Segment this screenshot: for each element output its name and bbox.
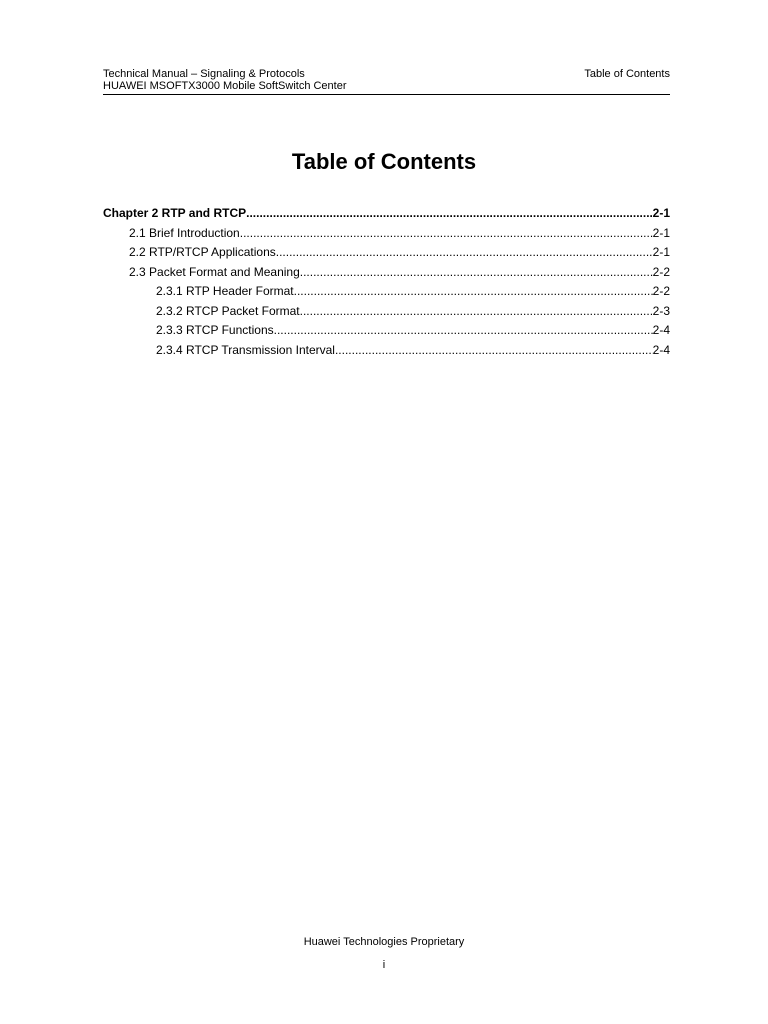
toc-entry-page: 2-2 (652, 284, 670, 298)
toc-entry-label: 2.3.2 RTCP Packet Format (156, 303, 300, 318)
toc-entry-chapter-2[interactable] (103, 204, 670, 224)
toc-entry-label: Chapter 2 RTP and RTCP (103, 206, 247, 220)
toc-entry-label: 2.3 Packet Format and Meaning (129, 264, 300, 279)
toc-entry-2-3-2[interactable] (103, 302, 670, 322)
toc-entry-page: 2-4 (652, 323, 670, 337)
footer-page-number: i (382, 959, 386, 971)
footer-proprietary-notice: Huawei Technologies Proprietary (303, 936, 465, 948)
header-section-name: Table of Contents (584, 68, 670, 80)
toc-entry-2-2[interactable] (103, 243, 670, 263)
table-of-contents (103, 204, 670, 360)
toc-entry-page: 2-2 (652, 264, 670, 279)
toc-entry-2-3-3[interactable] (103, 321, 670, 341)
toc-entry-page: 2-1 (652, 225, 670, 240)
toc-dot-leader (274, 321, 653, 341)
toc-entry-label: 2.3.3 RTCP Functions (156, 323, 274, 337)
toc-dot-leader (300, 302, 653, 322)
toc-dot-leader (276, 243, 653, 263)
toc-dot-leader (300, 263, 653, 283)
toc-entry-page: 2-1 (652, 206, 670, 220)
toc-dot-leader (240, 224, 653, 244)
toc-dot-leader (294, 282, 653, 302)
toc-dot-leader (246, 204, 653, 224)
toc-entry-page: 2-3 (652, 303, 670, 318)
page-title: Table of Contents (291, 149, 477, 174)
toc-entry-label: 2.3.1 RTP Header Format (156, 284, 294, 298)
toc-entry-page: 2-1 (652, 245, 670, 259)
toc-entry-2-3[interactable] (103, 263, 670, 283)
page-header (103, 66, 670, 95)
toc-dot-leader (335, 341, 653, 361)
toc-entry-page: 2-4 (652, 342, 670, 357)
toc-entry-2-3-4[interactable] (103, 341, 670, 361)
header-product-name: HUAWEI MSOFTX3000 Mobile SoftSwitch Center (103, 80, 347, 92)
toc-entry-label: 2.1 Brief Introduction (129, 225, 240, 240)
toc-entry-2-3-1[interactable] (103, 282, 670, 302)
toc-entry-2-1[interactable] (103, 224, 670, 244)
toc-entry-label: 2.3.4 RTCP Transmission Interval (156, 342, 335, 357)
toc-entry-label: 2.2 RTP/RTCP Applications (129, 245, 276, 259)
header-manual-title: Technical Manual – Signaling & Protocols (103, 68, 305, 80)
